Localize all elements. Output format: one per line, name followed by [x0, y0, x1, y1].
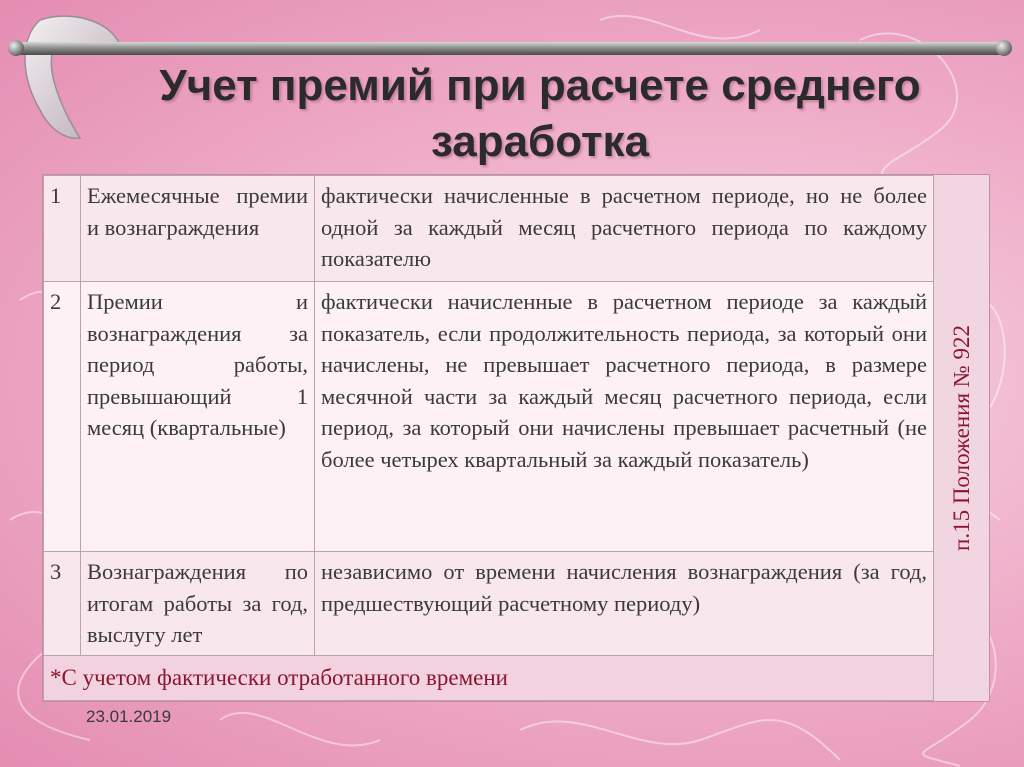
row-number: 3 — [44, 552, 81, 656]
side-reference — [933, 175, 989, 701]
row-number: 2 — [44, 282, 81, 552]
page-title — [100, 58, 980, 170]
slide-date: 23.01.2019 — [86, 707, 172, 726]
bonus-table — [43, 175, 934, 701]
bonus-kind: Вознаграждения по итогам работы за год, выслугу лет — [81, 552, 315, 656]
page-title-line-1: Учет премий при расчете среднего — [159, 61, 921, 110]
page-title-line-2: заработка — [430, 117, 650, 166]
bonus-table-container — [42, 174, 990, 702]
table-row — [44, 552, 934, 656]
accounting-rule: независимо от времени начисления вознаграждения (за год, предшествующий расчетному периоду) — [315, 552, 934, 656]
accounting-rule: фактически начисленные в расчетном периоде за каждый показатель, если продолжительность периода, за который они начислены, не превышает расчетного периода, в размере месячной части за каждый месяц расчетного периода, если период, за который они начислены превышает расчетный (не более четырех квартальный за каждый показатель) — [315, 282, 934, 552]
note-row — [44, 656, 934, 701]
accounting-rule: фактически начисленные в расчетном периоде, но не более одной за каждый месяц расчетного периода по каждому показателю — [315, 176, 934, 282]
table-row — [44, 282, 934, 552]
note-text: *С учетом фактически отработанного времени — [44, 656, 934, 701]
table-row — [44, 176, 934, 282]
bonus-kind: Ежемесячные премии и вознаграждения — [81, 176, 315, 282]
side-reference-label: п.15 Положения № 922 — [948, 325, 974, 551]
bonus-kind: Премии и вознаграждения за период работы, превышающий 1 месяц (квартальные) — [81, 282, 315, 552]
row-number: 1 — [44, 176, 81, 282]
